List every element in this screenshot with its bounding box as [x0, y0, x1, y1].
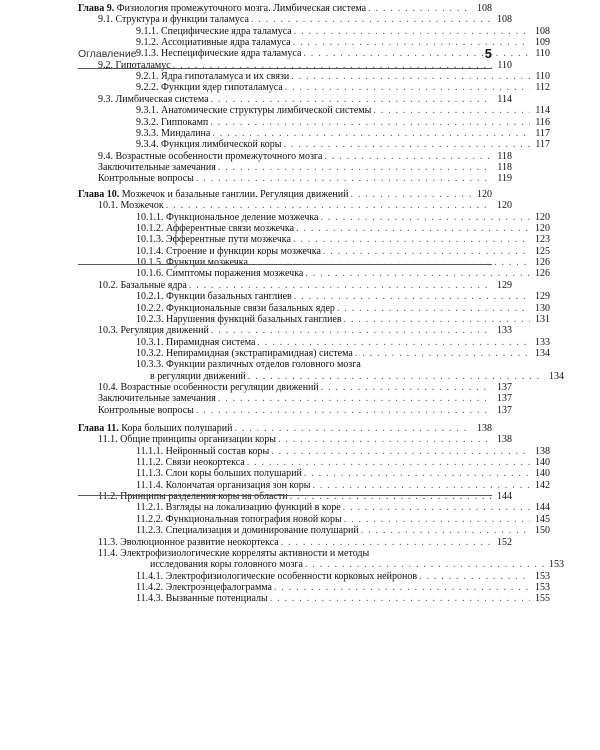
dot-leader — [293, 37, 530, 48]
toc-entry-row[interactable] — [78, 536, 512, 548]
toc-entry-title: 11.1.1. Нейронный состав коры — [136, 445, 270, 457]
dot-leader — [343, 502, 530, 513]
dot-leader — [323, 246, 530, 257]
toc-entry-row[interactable] — [78, 70, 550, 82]
toc-page-number: 134 — [549, 370, 564, 382]
dot-leader — [196, 173, 492, 184]
toc-entry-title: Контрольные вопросы — [98, 173, 194, 185]
toc-entry-title: 11.4. Электрофизиологические корреляты активности и методы — [98, 547, 370, 559]
toc-entry-title: 11.3. Эволюционное развитие неокортекса — [98, 536, 279, 548]
toc-chapter-row[interactable] — [78, 188, 492, 200]
toc-entry-row[interactable] — [78, 47, 550, 59]
toc-page-number: 110 — [497, 59, 512, 71]
dot-leader — [251, 14, 492, 25]
toc-entry-row[interactable] — [78, 127, 550, 139]
toc-entry-row[interactable] — [78, 501, 550, 513]
toc-page-number: 137 — [497, 381, 512, 393]
toc-page-number: 133 — [535, 336, 550, 348]
toc-entry-title: 9.3.3. Миндалина — [136, 127, 211, 139]
dot-leader — [271, 446, 530, 457]
dot-leader — [250, 257, 530, 268]
dot-leader — [211, 325, 492, 336]
toc-entry-title: 10.2. Базальные ядра — [98, 279, 187, 291]
toc-entry-row[interactable] — [78, 404, 512, 416]
dot-leader — [344, 514, 530, 525]
toc-entry-title: 11.4.1. Электрофизиологические особенности корковых нейронов — [136, 570, 418, 582]
toc-entry-title: 10.2.1. Функции базальных ганглиев — [136, 291, 292, 303]
dot-leader — [290, 491, 492, 502]
toc-entry-title: Глава 9. Физиология промежуточного мозга. Лимбическая система — [78, 3, 367, 14]
toc-entry-row[interactable] — [78, 592, 550, 604]
dot-leader — [294, 291, 530, 302]
dot-leader — [368, 3, 472, 14]
toc-entry-title: 11.4.2. Электроэнцефалограмма — [136, 581, 272, 593]
dot-leader — [218, 393, 492, 404]
toc-entry-row[interactable] — [78, 381, 512, 393]
toc-entry-row[interactable] — [78, 445, 550, 457]
toc-entry-row[interactable] — [78, 456, 550, 468]
toc-chapter-row[interactable] — [78, 2, 492, 14]
toc-entry-title: 10.3.1. Пирамидная система — [136, 336, 256, 348]
toc-page-number: 140 — [535, 457, 550, 469]
toc-entry-title: 9.4. Возрастные особенности промежуточного мозга — [98, 150, 323, 162]
toc-page-number: 152 — [497, 536, 512, 548]
toc-entry-row[interactable] — [78, 25, 550, 37]
toc-page-number: 125 — [535, 245, 550, 257]
toc-entry-row[interactable] — [78, 36, 550, 48]
toc-entry-title: 11.2. Принципы разделения коры на области — [98, 491, 288, 503]
toc-entry-row[interactable] — [78, 279, 512, 291]
toc-entry-title: 10.1.5. Функции мозжечка — [136, 257, 248, 269]
toc-entry-title: Заключительные замечания — [98, 393, 216, 405]
toc-entry-title: 9.3.4. Функция лимбической коры — [136, 139, 282, 151]
toc-entry-row[interactable] — [78, 290, 550, 302]
dot-leader — [291, 71, 530, 82]
toc-entry-row[interactable] — [78, 547, 512, 559]
toc-entry-title: 10.2.2. Функциональные связи базальных ядер — [136, 302, 335, 314]
toc-entry-row[interactable] — [78, 324, 512, 336]
toc-entry-title: 11.1.4. Колончатая организация зон коры — [136, 479, 311, 491]
toc-entry-title: 10.1.3. Эфферентные пути мозжечка — [136, 234, 291, 246]
toc-page-number: 155 — [535, 593, 550, 605]
dot-leader — [270, 593, 530, 604]
dot-leader — [337, 303, 530, 314]
toc-page-number: 153 — [535, 570, 550, 582]
toc-entry-title: 9.1.3. Неспецифические ядра таламуса — [136, 48, 302, 60]
toc-page-number: 112 — [535, 82, 550, 94]
toc-page-number: 123 — [535, 234, 550, 246]
toc-page-number: 110 — [535, 71, 550, 83]
toc-page-number: 144 — [497, 491, 512, 503]
dot-leader — [248, 371, 544, 382]
toc-entry-title: 11.1.3. Слои коры больших полушарий — [136, 468, 302, 480]
toc-entry-title: Глава 10. Мозжечок и базальные ганглии. Регуляция движений — [78, 189, 349, 200]
toc-page-number: 150 — [535, 525, 550, 537]
dot-leader — [281, 537, 492, 548]
toc-entry-title: 9.3. Лимбическая система — [98, 93, 209, 105]
toc-page-number: 110 — [535, 48, 550, 60]
dot-leader — [305, 559, 544, 570]
dot-leader — [294, 26, 530, 37]
dot-leader — [303, 48, 530, 59]
toc-page-number: 108 — [497, 14, 512, 26]
toc-page-number: 153 — [535, 581, 550, 593]
toc-entry-row[interactable] — [78, 116, 550, 128]
toc-page-number: 120 — [535, 223, 550, 235]
dot-leader — [373, 105, 530, 116]
toc-page-number: 114 — [497, 93, 512, 105]
dot-leader — [350, 189, 472, 200]
toc-entry-title: 11.1. Общие принципы организации коры — [98, 434, 277, 446]
toc-entry-title: 10.1.6. Симптомы поражения мозжечка — [136, 268, 304, 280]
toc-page-number: 129 — [535, 291, 550, 303]
dot-leader — [247, 457, 530, 468]
toc-page-number: 137 — [497, 404, 512, 416]
toc-page-number: 153 — [549, 559, 564, 571]
dot-leader — [419, 571, 530, 582]
toc-page-number: 138 — [535, 445, 550, 457]
dot-leader — [278, 434, 492, 445]
toc-page-number: 116 — [535, 116, 550, 128]
toc-page-number: 140 — [535, 468, 550, 480]
toc-entry-title: в регуляции движений — [150, 370, 246, 382]
toc-entry-title: 10.2.3. Нарушения функций базальных ганглиев — [136, 313, 342, 325]
toc-entry-title: 11.2.2. Функциональная топография новой коры — [136, 513, 342, 525]
dot-leader — [218, 162, 492, 173]
dot-leader — [196, 405, 492, 416]
toc-entry-row[interactable] — [78, 172, 512, 184]
toc-entry-row[interactable] — [78, 558, 564, 570]
toc-entry-row[interactable] — [78, 358, 550, 370]
toc-page-number: 120 — [497, 200, 512, 212]
toc-entry-row[interactable] — [78, 138, 550, 150]
dot-leader — [234, 423, 472, 434]
toc-entry-title: Глава 11. Кора больших полушарий — [78, 423, 233, 434]
toc-entry-title: 11.4.3. Вызванные потенциалы — [136, 593, 268, 605]
dot-leader — [324, 151, 492, 162]
toc-entry-row[interactable] — [78, 347, 550, 359]
toc-entry-title: 10.4. Возрастные особенности регуляции движений — [98, 381, 319, 393]
toc-entry-title: 10.3.2. Непирамидная (экстрапирамидная) система — [136, 347, 353, 359]
toc-entry-row[interactable] — [78, 59, 512, 71]
dot-leader — [173, 60, 492, 71]
dot-leader — [296, 223, 530, 234]
toc-entry-row[interactable] — [78, 161, 512, 173]
toc-entry-title: Заключительные замечания — [98, 161, 216, 173]
dot-leader — [210, 117, 530, 128]
toc-entry-row[interactable] — [78, 93, 512, 105]
toc-page-number: 109 — [535, 37, 550, 49]
toc-entry-title: 9.2. Гипоталамус — [98, 59, 171, 71]
toc-entry-row[interactable] — [78, 245, 550, 257]
toc-page-number: 138 — [477, 423, 492, 434]
toc-entry-row[interactable] — [78, 513, 550, 525]
section-divider — [78, 264, 492, 265]
toc-entry-title: исследования коры головного мозга — [150, 559, 303, 571]
toc-entry-title: 9.1. Структура и функции таламуса — [98, 14, 249, 26]
toc-entry-row[interactable] — [78, 302, 550, 314]
toc-entry-row[interactable] — [78, 267, 550, 279]
toc-entry-title: 11.2.1. Взгляды на локализацию функций в коре — [136, 502, 341, 514]
toc-chapter-row[interactable] — [78, 422, 492, 434]
toc-entry-row[interactable] — [78, 581, 550, 593]
toc-entry-row[interactable] — [78, 336, 550, 348]
toc-entry-row[interactable] — [78, 524, 550, 536]
dot-leader — [189, 280, 492, 291]
toc-page-number: 120 — [535, 211, 550, 223]
dot-leader — [304, 468, 530, 479]
dot-leader — [305, 268, 530, 279]
toc-entry-title: 10.1.2. Афферентные связи мозжечка — [136, 223, 295, 235]
toc-entry-title: 10.1.4. Строение и функции коры мозжечка — [136, 245, 321, 257]
toc-page-number: 108 — [535, 25, 550, 37]
toc-entry-title: 10.1. Мозжечок — [98, 200, 164, 212]
toc-page-number: 117 — [535, 127, 550, 139]
toc-entry-row[interactable] — [78, 13, 512, 25]
toc-entry-row[interactable] — [78, 199, 512, 211]
dot-leader — [355, 348, 530, 359]
dot-leader — [285, 82, 530, 93]
toc-entry-title: 9.1.1. Специфические ядра таламуса — [136, 25, 292, 37]
toc-page-number: 126 — [535, 257, 550, 269]
toc-entry-row[interactable] — [78, 370, 564, 382]
toc-entry-title: 11.1.2. Связи неокортекса — [136, 457, 245, 469]
page-number: 5 — [484, 46, 492, 61]
toc-page-number: 129 — [497, 279, 512, 291]
toc-entry-row[interactable] — [78, 313, 550, 325]
toc-entry-row[interactable] — [78, 81, 550, 93]
toc-page-number: 133 — [497, 325, 512, 337]
toc-entry-row[interactable] — [78, 150, 512, 162]
toc-entry-row[interactable] — [78, 433, 512, 445]
toc-entry-title: 9.1.2. Ассоциативные ядра таламуса — [136, 37, 291, 49]
dot-leader — [321, 382, 492, 393]
toc-page-number: 118 — [497, 161, 512, 173]
section-divider — [78, 495, 492, 496]
toc-page-number: 118 — [497, 150, 512, 162]
toc-entry-row[interactable] — [78, 104, 550, 116]
toc-page-number: 131 — [535, 313, 550, 325]
toc-entry-title: 9.2.2. Функции ядер гипоталамуса — [136, 82, 283, 94]
dot-leader — [274, 582, 530, 593]
toc-entry-row[interactable] — [78, 479, 550, 491]
dot-leader — [321, 212, 531, 223]
toc-page-number: 134 — [535, 347, 550, 359]
toc-page-number: 130 — [535, 302, 550, 314]
toc-entry-title: 10.3. Регуляция движений — [98, 325, 209, 337]
dot-leader — [166, 200, 492, 211]
toc-entry-title: 9.3.2. Гиппокамп — [136, 116, 209, 128]
dot-leader — [344, 314, 530, 325]
toc-entry-title: 9.2.1. Ядра гипоталамуса и их связи — [136, 71, 290, 83]
toc-entry-title: 10.1.1. Функциональное деление мозжечка — [136, 211, 319, 223]
dot-leader — [211, 94, 492, 105]
dot-leader — [283, 139, 530, 150]
dot-leader — [212, 128, 530, 139]
toc-entry-title: 10.3.3. Функции различных отделов головного мозга — [136, 359, 361, 371]
toc-entry-row[interactable] — [78, 570, 550, 582]
toc-entry-row[interactable] — [78, 490, 512, 502]
toc-entry-row[interactable] — [78, 222, 550, 234]
toc-entry-title: 9.3.1. Анатомические структуры лимбической системы — [136, 105, 372, 117]
toc-page-number: 114 — [535, 105, 550, 117]
toc-entry-title: Контрольные вопросы — [98, 404, 194, 416]
toc-page-number: 120 — [477, 189, 492, 200]
toc-page-number: 145 — [535, 513, 550, 525]
running-title: Оглавление — [78, 48, 137, 60]
toc-page-number: 108 — [477, 3, 492, 14]
toc-entry-row[interactable] — [78, 233, 550, 245]
toc-entry-row[interactable] — [78, 256, 550, 268]
toc-page-number: 142 — [535, 479, 550, 491]
toc-page-number: 137 — [497, 393, 512, 405]
dot-leader — [257, 337, 530, 348]
toc-page-number: 138 — [497, 434, 512, 446]
toc-page-number: 144 — [535, 502, 550, 514]
dot-leader — [313, 480, 531, 491]
toc-entry-row[interactable] — [78, 211, 550, 223]
dot-leader — [361, 525, 530, 536]
toc-entry-title: 11.2.3. Специализация и доминирование полушарий — [136, 525, 359, 537]
toc-page-number: 126 — [535, 268, 550, 280]
toc-entry-row[interactable] — [78, 392, 512, 404]
dot-leader — [293, 234, 530, 245]
toc-page-number: 119 — [497, 173, 512, 185]
toc-entry-row[interactable] — [78, 467, 550, 479]
toc-page-number: 117 — [535, 139, 550, 151]
